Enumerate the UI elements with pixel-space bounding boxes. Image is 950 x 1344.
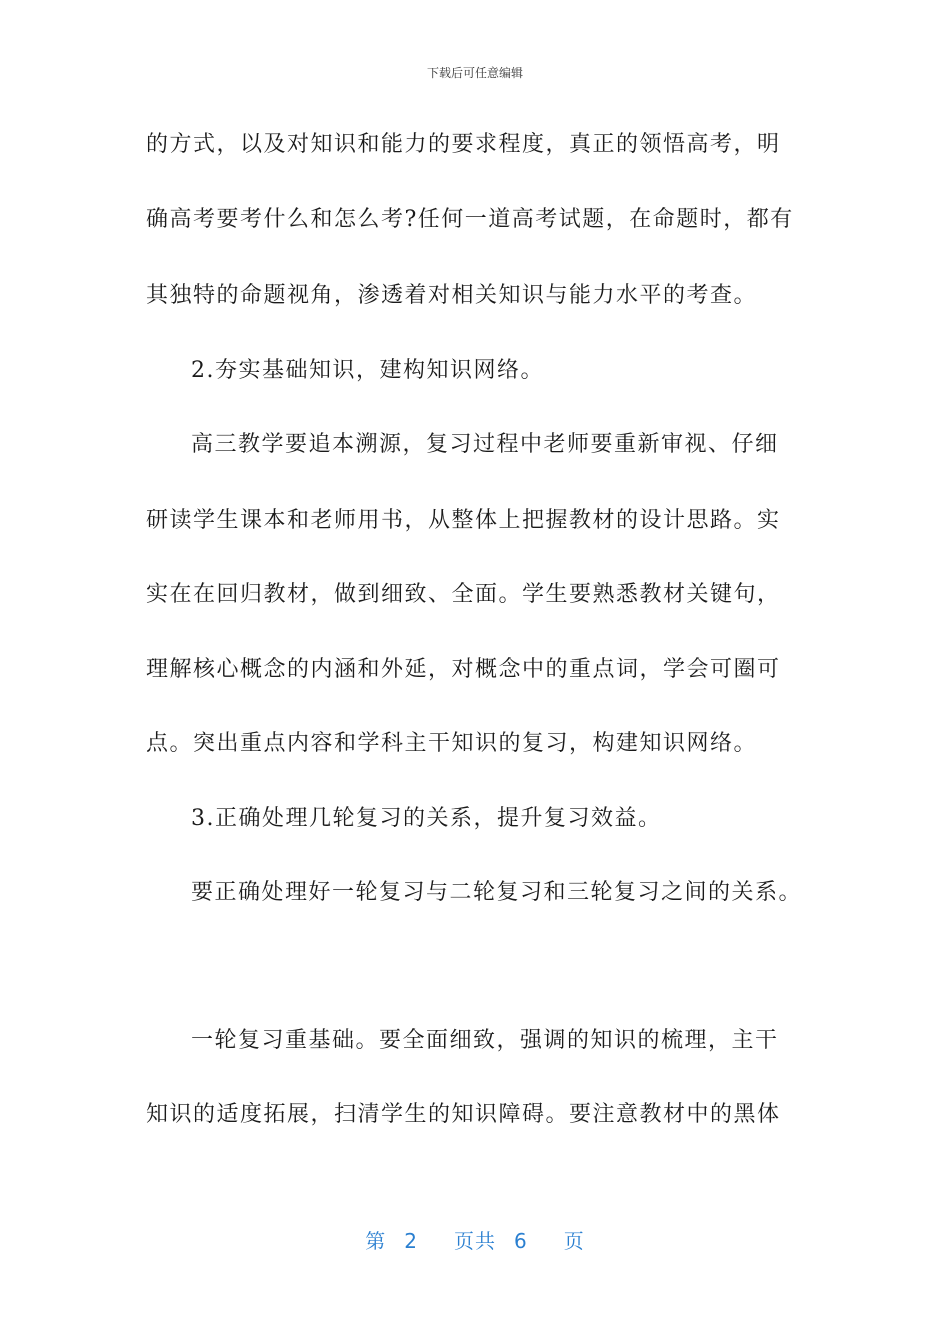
body-line: 点。突出重点内容和学科主干知识的复习，构建知识网络。 [146,731,758,756]
body-line: 知识的适度拓展，扫清学生的知识障碍。要注意教材中的黑体 [146,1102,781,1127]
footer-page-number: 2 [404,1229,418,1253]
page-footer [0,1225,950,1254]
body-line: 研读学生课本和老师用书，从整体上把握教材的设计思路。实 [146,508,781,533]
body-line: 理解核心概念的内涵和外延，对概念中的重点词，学会可圈可 [146,657,781,682]
body-line: 要正确处理好一轮复习与二轮复习和三轮复习之间的关系。 [191,880,803,905]
section-heading: 2.夯实基础知识，建构知识网络。 [191,358,544,383]
footer-total-pages: 6 [514,1229,528,1253]
body-line: 的方式，以及对知识和能力的要求程度，真正的领悟高考，明 [146,132,781,157]
section-heading: 3.正确处理几轮复习的关系，提升复习效益。 [191,806,662,831]
body-line: 其独特的命题视角，渗透着对相关知识与能力水平的考查。 [146,283,758,308]
page-header: 下载后可任意编辑 [426,66,523,80]
body-line: 一轮复习重基础。要全面细致，强调的知识的梳理，主干 [191,1028,779,1053]
footer-label-of: 页共 [454,1229,496,1253]
footer-label-page: 第 [365,1229,387,1253]
footer-label-end: 页 [563,1229,585,1253]
body-line: 实在在回归教材，做到细致、全面。学生要熟悉教材关键句， [146,582,781,607]
body-line: 确高考要考什么和怎么考?任何一道高考试题，在命题时，都有 [146,207,794,232]
body-line: 高三教学要追本溯源，复习过程中老师要重新审视、仔细 [191,432,779,457]
